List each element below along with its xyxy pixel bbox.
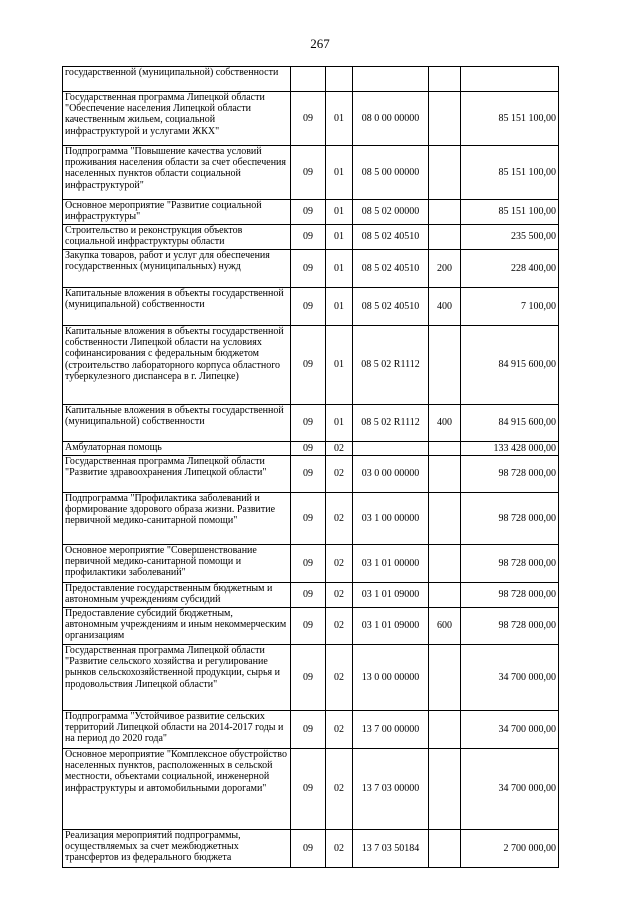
table-row	[63, 608, 559, 645]
table-row	[63, 456, 559, 493]
amount-cell: 98 728 000,00	[461, 493, 559, 545]
subsection-cell: 02	[326, 493, 353, 545]
target-article-cell: 03 1 01 09000	[353, 583, 429, 608]
row-name-cell: Капитальные вложения в объекты государственной (муниципальной) собственности	[63, 288, 291, 326]
section-cell: 09	[291, 830, 326, 868]
amount-cell: 84 915 600,00	[461, 326, 559, 405]
target-article-cell: 08 5 00 00000	[353, 146, 429, 200]
amount-cell: 133 428 000,00	[461, 442, 559, 456]
amount-cell	[461, 67, 559, 92]
row-name-cell: Капитальные вложения в объекты государственной собственности Липецкой области на условиях софинансирования с федеральным бюджетом (строительство лабораторного корпуса областного туберкулезного диспансера в г. Липецке)	[63, 326, 291, 405]
row-name-cell: Закупка товаров, работ и услуг для обеспечения государственных (муниципальных) нужд	[63, 250, 291, 288]
row-name-cell: Основное мероприятие "Комплексное обустройство населенных пунктов, расположенных в сельской местности, объектами социальной, инженерной инфраструктуры и автомобильными дорогами"	[63, 749, 291, 830]
table-row	[63, 405, 559, 442]
table-row	[63, 225, 559, 250]
row-name-cell: Предоставление государственным бюджетным и автономным учреждениям субсидий	[63, 583, 291, 608]
subsection-cell: 01	[326, 146, 353, 200]
expense-type-cell	[429, 830, 461, 868]
subsection-cell: 02	[326, 711, 353, 749]
expense-type-cell: 600	[429, 608, 461, 645]
target-article-cell: 13 7 03 00000	[353, 749, 429, 830]
expense-type-cell: 400	[429, 405, 461, 442]
section-cell: 09	[291, 608, 326, 645]
target-article-cell: 13 0 00 00000	[353, 645, 429, 711]
expense-type-cell	[429, 442, 461, 456]
page-number: 267	[310, 36, 330, 51]
row-name-cell: Государственная программа Липецкой области "Развитие сельского хозяйства и регулирование рынков сельскохозяйственной продукции, сырья и продовольствия Липецкой области"	[63, 645, 291, 711]
row-name-cell: Подпрограмма "Профилактика заболеваний и формирование здорового образа жизни. Развитие первичной медико-санитарной помощи"	[63, 493, 291, 545]
target-article-cell: 03 1 01 00000	[353, 545, 429, 583]
row-name-cell: Предоставление субсидий бюджетным, автономным учреждениям и иным некоммерческим организациям	[63, 608, 291, 645]
section-cell: 09	[291, 92, 326, 146]
target-article-cell: 08 0 00 00000	[353, 92, 429, 146]
subsection-cell: 01	[326, 92, 353, 146]
subsection-cell: 01	[326, 225, 353, 250]
expense-type-cell: 400	[429, 288, 461, 326]
section-cell: 09	[291, 545, 326, 583]
table-row	[63, 200, 559, 225]
amount-cell: 34 700 000,00	[461, 711, 559, 749]
amount-cell: 2 700 000,00	[461, 830, 559, 868]
subsection-cell: 01	[326, 405, 353, 442]
subsection-cell: 02	[326, 830, 353, 868]
target-article-cell: 03 1 01 09000	[353, 608, 429, 645]
section-cell: 09	[291, 645, 326, 711]
section-cell: 09	[291, 250, 326, 288]
table-row	[63, 749, 559, 830]
amount-cell: 84 915 600,00	[461, 405, 559, 442]
amount-cell: 85 151 100,00	[461, 146, 559, 200]
target-article-cell: 08 5 02 00000	[353, 200, 429, 225]
section-cell: 09	[291, 405, 326, 442]
row-name-cell: Подпрограмма "Повышение качества условий проживания населения области за счет обеспечения населенных пунктов области социальной инфраструктурой"	[63, 146, 291, 200]
amount-cell: 85 151 100,00	[461, 200, 559, 225]
table-row	[63, 711, 559, 749]
table-row	[63, 830, 559, 868]
expense-type-cell	[429, 225, 461, 250]
table-row	[63, 92, 559, 146]
table-row	[63, 645, 559, 711]
row-name-cell: Основное мероприятие "Развитие социальной инфраструктуры"	[63, 200, 291, 225]
row-name-cell: Государственная программа Липецкой области "Обеспечение населения Липецкой области качественным жильем, социальной инфраструктурой и услугами ЖКХ"	[63, 92, 291, 146]
section-cell: 09	[291, 493, 326, 545]
target-article-cell: 08 5 02 R1112	[353, 326, 429, 405]
row-name-cell: государственной (муниципальной) собственности	[63, 67, 291, 92]
subsection-cell: 01	[326, 326, 353, 405]
row-name-cell: Государственная программа Липецкой области "Развитие здравоохранения Липецкой области"	[63, 456, 291, 493]
amount-cell: 34 700 000,00	[461, 645, 559, 711]
expense-type-cell	[429, 749, 461, 830]
section-cell: 09	[291, 225, 326, 250]
table-row	[63, 250, 559, 288]
amount-cell: 34 700 000,00	[461, 749, 559, 830]
amount-cell: 7 100,00	[461, 288, 559, 326]
row-name-cell: Подпрограмма "Устойчивое развитие сельских территорий Липецкой области на 2014-2017 годы и на период до 2020 года"	[63, 711, 291, 749]
subsection-cell: 02	[326, 749, 353, 830]
subsection-cell: 02	[326, 608, 353, 645]
table-row	[63, 493, 559, 545]
amount-cell: 98 728 000,00	[461, 456, 559, 493]
section-cell: 09	[291, 200, 326, 225]
subsection-cell: 02	[326, 645, 353, 711]
budget-table	[62, 66, 559, 868]
target-article-cell: 08 5 02 40510	[353, 225, 429, 250]
expense-type-cell	[429, 583, 461, 608]
amount-cell: 98 728 000,00	[461, 545, 559, 583]
amount-cell: 98 728 000,00	[461, 583, 559, 608]
target-article-cell: 03 0 00 00000	[353, 456, 429, 493]
expense-type-cell	[429, 200, 461, 225]
target-article-cell: 08 5 02 40510	[353, 288, 429, 326]
row-name-cell: Капитальные вложения в объекты государственной (муниципальной) собственности	[63, 405, 291, 442]
amount-cell: 228 400,00	[461, 250, 559, 288]
expense-type-cell	[429, 645, 461, 711]
section-cell: 09	[291, 146, 326, 200]
section-cell: 09	[291, 288, 326, 326]
target-article-cell: 03 1 00 00000	[353, 493, 429, 545]
table-row	[63, 545, 559, 583]
target-article-cell: 13 7 03 50184	[353, 830, 429, 868]
section-cell: 09	[291, 442, 326, 456]
expense-type-cell: 200	[429, 250, 461, 288]
expense-type-cell	[429, 493, 461, 545]
expense-type-cell	[429, 711, 461, 749]
subsection-cell: 02	[326, 456, 353, 493]
section-cell: 09	[291, 326, 326, 405]
table-row	[63, 146, 559, 200]
amount-cell: 85 151 100,00	[461, 92, 559, 146]
subsection-cell: 01	[326, 250, 353, 288]
target-article-cell: 13 7 00 00000	[353, 711, 429, 749]
target-article-cell: 08 5 02 40510	[353, 250, 429, 288]
target-article-cell: 08 5 02 R1112	[353, 405, 429, 442]
row-name-cell: Амбулаторная помощь	[63, 442, 291, 456]
table-row	[63, 442, 559, 456]
expense-type-cell	[429, 545, 461, 583]
section-cell: 09	[291, 456, 326, 493]
expense-type-cell	[429, 67, 461, 92]
row-name-cell: Реализация мероприятий подпрограммы, осуществляемых за счет межбюджетных трансфертов из федерального бюджета	[63, 830, 291, 868]
subsection-cell: 01	[326, 288, 353, 326]
expense-type-cell	[429, 456, 461, 493]
row-name-cell: Строительство и реконструкция объектов социальной инфраструктуры области	[63, 225, 291, 250]
subsection-cell: 02	[326, 545, 353, 583]
table-row	[63, 67, 559, 92]
expense-type-cell	[429, 146, 461, 200]
subsection-cell: 01	[326, 200, 353, 225]
expense-type-cell	[429, 92, 461, 146]
target-article-cell	[353, 67, 429, 92]
table-row	[63, 326, 559, 405]
subsection-cell: 02	[326, 442, 353, 456]
row-name-cell: Основное мероприятие "Совершенствование первичной медико-санитарной помощи и профилактики заболеваний"	[63, 545, 291, 583]
target-article-cell	[353, 442, 429, 456]
section-cell	[291, 67, 326, 92]
section-cell: 09	[291, 583, 326, 608]
subsection-cell	[326, 67, 353, 92]
subsection-cell: 02	[326, 583, 353, 608]
amount-cell: 98 728 000,00	[461, 608, 559, 645]
amount-cell: 235 500,00	[461, 225, 559, 250]
table-row	[63, 288, 559, 326]
table-row	[63, 583, 559, 608]
section-cell: 09	[291, 711, 326, 749]
expense-type-cell	[429, 326, 461, 405]
section-cell: 09	[291, 749, 326, 830]
